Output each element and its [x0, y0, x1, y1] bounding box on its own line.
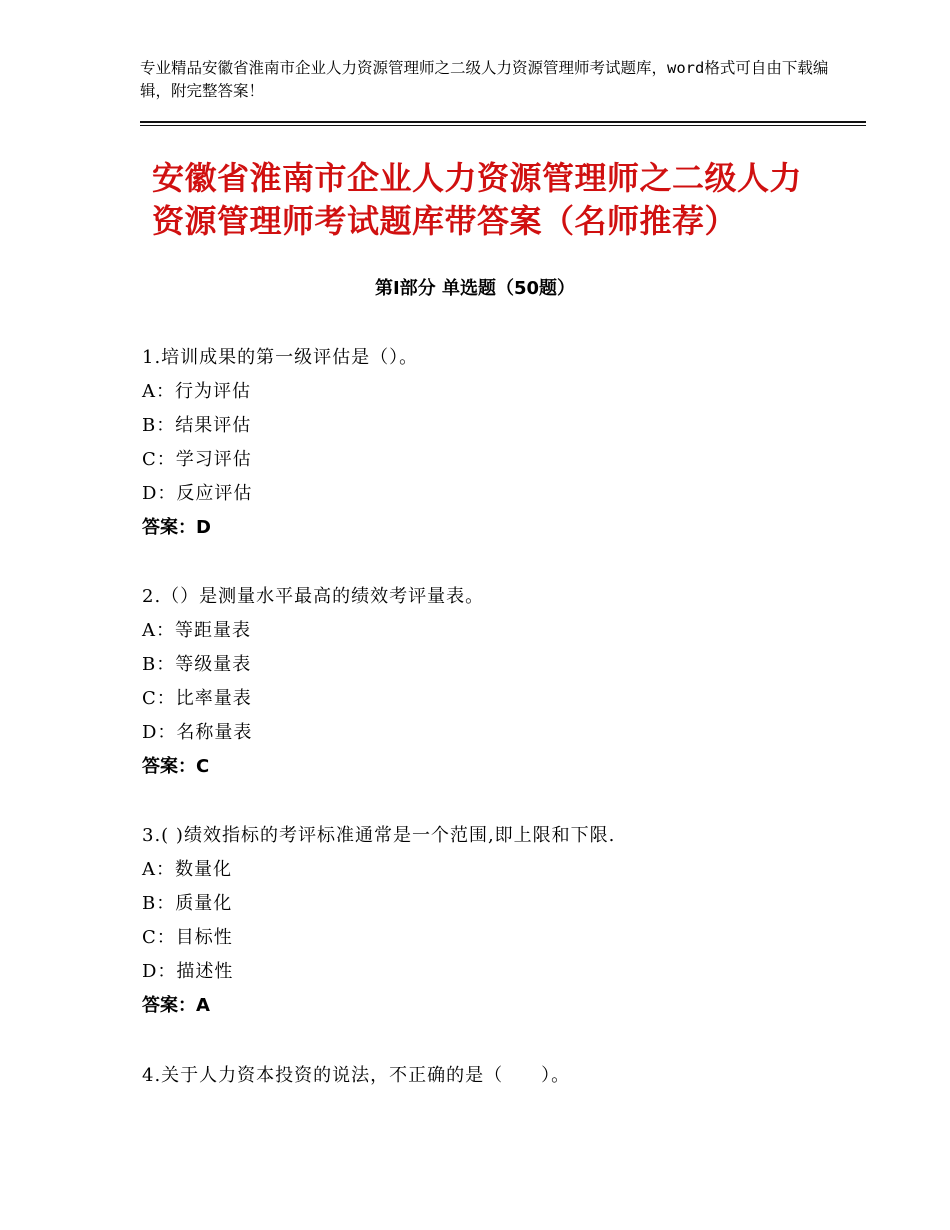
- question-block: [142, 1059, 842, 1093]
- header-divider-thin: [140, 125, 866, 126]
- question-block: [142, 341, 842, 545]
- question-stem: 2.（）是测量水平最高的绩效考评量表。: [142, 586, 485, 607]
- option-d: D：描述性: [142, 961, 234, 982]
- option-a: A：行为评估: [142, 381, 251, 402]
- document-title: 安徽省淮南市企业人力资源管理师之二级人力资源管理师考试题库带答案（名师推荐）: [152, 159, 803, 240]
- option-a: A：数量化: [142, 859, 232, 880]
- option-b: B：等级量表: [142, 654, 252, 675]
- option-d: D：名称量表: [142, 722, 253, 743]
- option-c: C：目标性: [142, 927, 233, 948]
- answer-line: 答案：D: [142, 517, 211, 538]
- option-a: A：等距量表: [142, 620, 251, 641]
- option-b: B：结果评估: [142, 415, 252, 436]
- option-c: C：比率量表: [142, 688, 252, 709]
- header-divider: [140, 121, 866, 123]
- answer-line: 答案：A: [142, 995, 210, 1016]
- section-title: 第Ⅰ部分 单选题（50题）: [374, 278, 575, 299]
- header-note: 专业精品安徽省淮南市企业人力资源管理师之二级人力资源管理师考试题库，word格式可自由下载编辑，附完整答案！: [140, 59, 829, 100]
- question-stem: 3.( )绩效指标的考评标准通常是一个范围,即上限和下限.: [142, 825, 616, 846]
- option-b: B：质量化: [142, 893, 233, 914]
- question-block: [142, 819, 842, 1023]
- option-c: C：学习评估: [142, 449, 252, 470]
- question-stem: 1.培训成果的第一级评估是（）。: [142, 347, 419, 368]
- answer-line: 答案：C: [142, 756, 210, 777]
- option-d: D：反应评估: [142, 483, 253, 504]
- question-stem: 4.关于人力资本投资的说法，不正确的是（ ）。: [142, 1065, 571, 1086]
- question-block: [142, 580, 842, 784]
